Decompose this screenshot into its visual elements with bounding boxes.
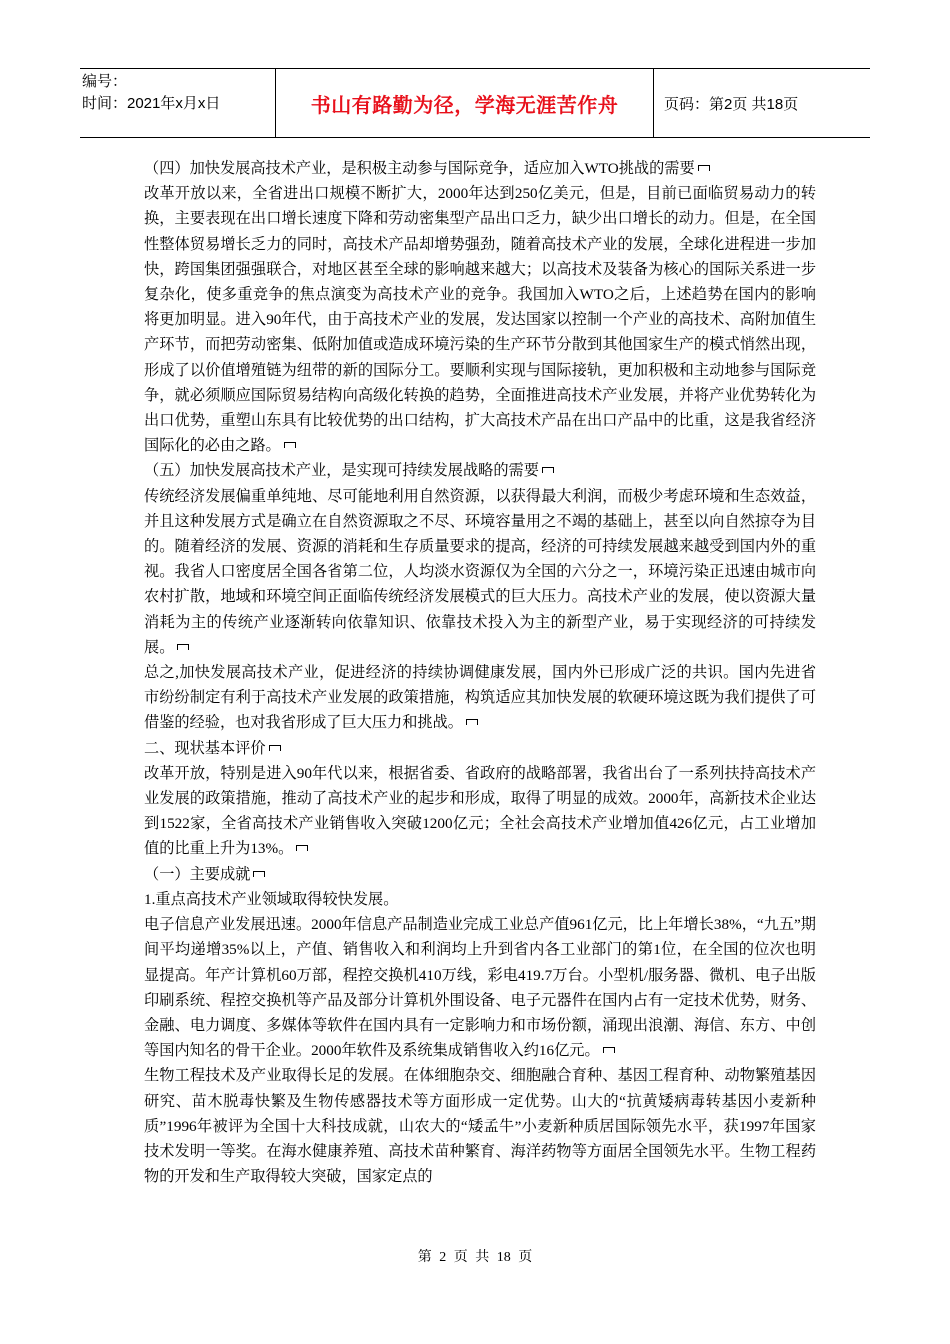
header-page-info: 页码：第2页 共18页 <box>664 95 799 113</box>
paragraph: 改革开放以来，全省进出口规模不断扩大，2000年达到250亿美元，但是，目前已面临贸易动力的转换，主要表现在出口增长速度下降和劳动密集型产品出口乏力，缺少出口增长的动力。但是，在全国性整体贸易增长乏力的同时，高技术产品却增势强劲，随着高技术产业的发展，全球化进程进一步加快，跨国集团强强联合，对地区甚至全球的影响越来越大；以高技术及装备为核心的国际关系进一步复杂化，使多重竞争的焦点演变为高技术产业的竞争。我国加入WTO之后，上述趋势在国内的影响将更加明显。进入90年代，由于高技术产业的发展，发达国家以控制一个产业的高技术、高附加值生产环节，而把劳动密集、低附加值或造成环境污染的生产环节分散到其他国家生产的模式悄然出现，形成了以价值增殖链为纽带的新的国际分工。要顺利实现与国际接轨，更加积极和主动地参与国际竞争，就必须顺应国际贸易结构向高级化转换的趋势，全面推进高技术产业发展，并将产业优势转化为出口优势，重塑山东具有比较优势的出口结构，扩大高技术产品在出口产品中的比重，这是我省经济国际化的必由之路。 <box>144 185 816 455</box>
document-body <box>144 156 816 1189</box>
paragraph-mark-icon <box>253 871 265 879</box>
page-footer: 第 2 页 共 18 页 <box>417 1250 533 1265</box>
paragraph-mark-icon <box>269 745 281 753</box>
paragraph-mark-icon <box>698 165 710 173</box>
header-meta <box>80 69 276 137</box>
section-heading-5: （五）加快发展高技术产业，是实现可持续发展战略的需要 <box>144 458 816 483</box>
doc-date-label: 时间：2021年x月x日 <box>82 95 221 112</box>
section-heading-4: （四）加快发展高技术产业，是积极主动参与国际竞争，适应加入WTO挑战的需要 <box>144 156 816 181</box>
paragraph: 传统经济发展偏重单纯地、尽可能地利用自然资源，以获得最大利润，而极少考虑环境和生态效益，并且这种发展方式是确立在自然资源取之不尽、环境容量用之不竭的基础上，甚至以向自然掠夺为目的。随着经济的发展、资源的消耗和生存质量要求的提高，经济的可持续发展越来越受到国内外的重视。我省人口密度居全国各省第二位，人均淡水资源仅为全国的六分之一，环境污染正迅速由城市向农村扩散，地域和环境空间正面临传统经济发展模式的巨大压力。高技术产业的发展，使以资源大量消耗为主的传统产业逐渐转向依靠知识、依靠技术投入为主的新型产业，易于实现经济的可持续发展。 <box>144 487 816 656</box>
numbered-heading: 1.重点高技术产业领域取得较快发展。 <box>144 890 399 908</box>
paragraph-mark-icon <box>296 845 308 853</box>
paragraph-mark-icon <box>542 467 554 475</box>
paragraph: 电子信息产业发展迅速。2000年信息产品制造业完成工业总产值961亿元，比上年增长38%，“九五”期间平均递增35%以上，产值、销售收入和利润均上升到省内各工业部门的第1位，在全国的位次也明显提高。年产计算机60万部，程控交换机410万线，彩电419.7万台。小型机/服务器、微机、电子出版印刷系统、程控交换机等产品及部分计算机外围设备、电子元器件在国内占有一定技术优势，财务、金融、电力调度、多媒体等软件在国内具有一定影响力和市场份额，涌现出浪潮、海信、东方、中创等国内知名的骨干企业。2000年软件及系统集成销售收入约16亿元。 <box>144 916 816 1060</box>
header-motto: 书山有路勤为径，学海无涯苦作舟 <box>310 92 619 117</box>
header-motto-cell <box>276 69 654 137</box>
page-header <box>80 68 870 138</box>
chapter-heading: 二、现状基本评价 <box>144 736 816 761</box>
paragraph-mark-icon <box>603 1047 615 1055</box>
paragraph-mark-icon <box>177 644 189 652</box>
doc-code-label: 编号： <box>82 73 128 90</box>
paragraph: 生物工程技术及产业取得长足的发展。在体细胞杂交、细胞融合育种、基因工程育种、动物繁殖基因研究、苗木脱毒快繁及生物传感器技术等方面形成一定优势。山大的“抗黄矮病毒转基因小麦新种质”1996年被评为全国十大科技成就，山农大的“矮孟牛”小麦新种质居国际领先水平，获1997年国家技术发明一等奖。在海水健康养殖、高技术苗种繁育、海洋药物等方面居全国领先水平。生物工程药物的开发和生产取得较大突破，国家定点的 <box>144 1067 816 1186</box>
paragraph-mark-icon <box>466 719 478 727</box>
paragraph: 改革开放，特别是进入90年代以来，根据省委、省政府的战略部署，我省出台了一系列扶持高技术产业发展的政策措施，推动了高技术产业的起步和形成，取得了明显的成效。2000年，高新技术企业达到1522家，全省高技术产业销售收入突破1200亿元；全社会高技术产业增加值426亿元，占工业增加值的比重上升为13%。 <box>144 764 816 858</box>
subsection-heading: （一）主要成就 <box>144 862 816 887</box>
paragraph-mark-icon <box>284 442 296 450</box>
paragraph: 总之,加快发展高技术产业，促进经济的持续协调健康发展，国内外已形成广泛的共识。国内先进省市纷纷制定有利于高技术产业发展的政策措施，构筑适应其加快发展的软硬环境这既为我们提供了可借鉴的经验，也对我省形成了巨大压力和挑战。 <box>144 664 816 732</box>
